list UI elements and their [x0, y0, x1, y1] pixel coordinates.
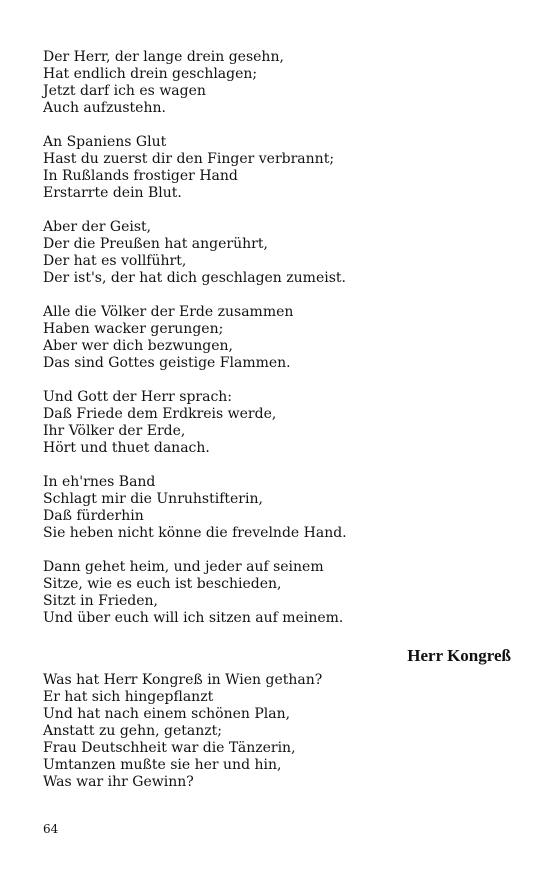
page-number: 64	[43, 822, 59, 836]
stanza-6	[43, 474, 513, 542]
verse-line: Und hat nach einem schönen Plan,	[43, 706, 291, 722]
stanza-5	[43, 389, 513, 457]
stanza-3	[43, 219, 513, 287]
verse-line: Und über euch will ich sitzen auf meinem.	[43, 610, 344, 626]
stanza-7	[43, 559, 513, 627]
verse-line: Dann gehet heim, und jeder auf seinem	[43, 559, 324, 575]
stanza-4	[43, 304, 513, 372]
verse-line: Haben wacker gerungen;	[43, 321, 224, 337]
verse-line: Hast du zuerst dir den Finger verbrannt;	[43, 151, 335, 167]
verse-line: Alle die Völker der Erde zusammen	[43, 304, 294, 320]
verse-line: Jetzt darf ich es wagen	[43, 83, 206, 99]
verse-line: Schlagt mir die Unruhstifterin,	[43, 491, 263, 507]
verse-line: Ihr Völker der Erde,	[43, 423, 186, 439]
verse-line: Der Herr, der lange drein gesehn,	[43, 49, 284, 65]
verse-line: Aber wer dich bezwungen,	[43, 338, 234, 354]
stanza-1	[43, 49, 513, 117]
verse-line: Daß fürderhin	[43, 508, 144, 524]
verse-line: Erstarrte dein Blut.	[43, 185, 182, 201]
verse-line: An Spaniens Glut	[43, 134, 167, 150]
verse-line: Umtanzen mußte sie her und hin,	[43, 757, 282, 773]
verse-line: Hat endlich drein geschlagen;	[43, 66, 258, 82]
poem-herr-kongress	[43, 672, 513, 791]
verse-line: Hört und thuet danach.	[43, 440, 210, 456]
verse-line: Frau Deutschheit war die Tänzerin,	[43, 740, 296, 756]
verse-line: In eh'rnes Band	[43, 474, 156, 490]
verse-line: Daß Friede dem Erdkreis werde,	[43, 406, 277, 422]
verse-line: Und Gott der Herr sprach:	[43, 389, 233, 405]
poem-body	[43, 49, 513, 644]
verse-line: Das sind Gottes geistige Flammen.	[43, 355, 291, 371]
verse-line: Sitze, wie es euch ist beschieden,	[43, 576, 282, 592]
verse-line: Was hat Herr Kongreß in Wien gethan?	[43, 672, 323, 688]
verse-line: Der die Preußen hat angerührt,	[43, 236, 268, 252]
verse-line: Der hat es vollführt,	[43, 253, 187, 269]
stanza-2	[43, 134, 513, 202]
poem-title: Herr Kongreß	[407, 646, 511, 665]
verse-line: Was war ihr Gewinn?	[43, 774, 194, 790]
verse-line: Sitzt in Frieden,	[43, 593, 158, 609]
verse-line: In Rußlands frostiger Hand	[43, 168, 238, 184]
verse-line: Auch aufzustehn.	[43, 100, 166, 116]
verse-line: Er hat sich hingepflanzt	[43, 689, 214, 705]
verse-line: Aber der Geist,	[43, 219, 152, 235]
verse-line: Anstatt zu gehn, getanzt;	[43, 723, 222, 739]
verse-line: Sie heben nicht könne die frevelnde Hand.	[43, 525, 347, 541]
verse-line: Der ist's, der hat dich geschlagen zumeist.	[43, 270, 346, 286]
